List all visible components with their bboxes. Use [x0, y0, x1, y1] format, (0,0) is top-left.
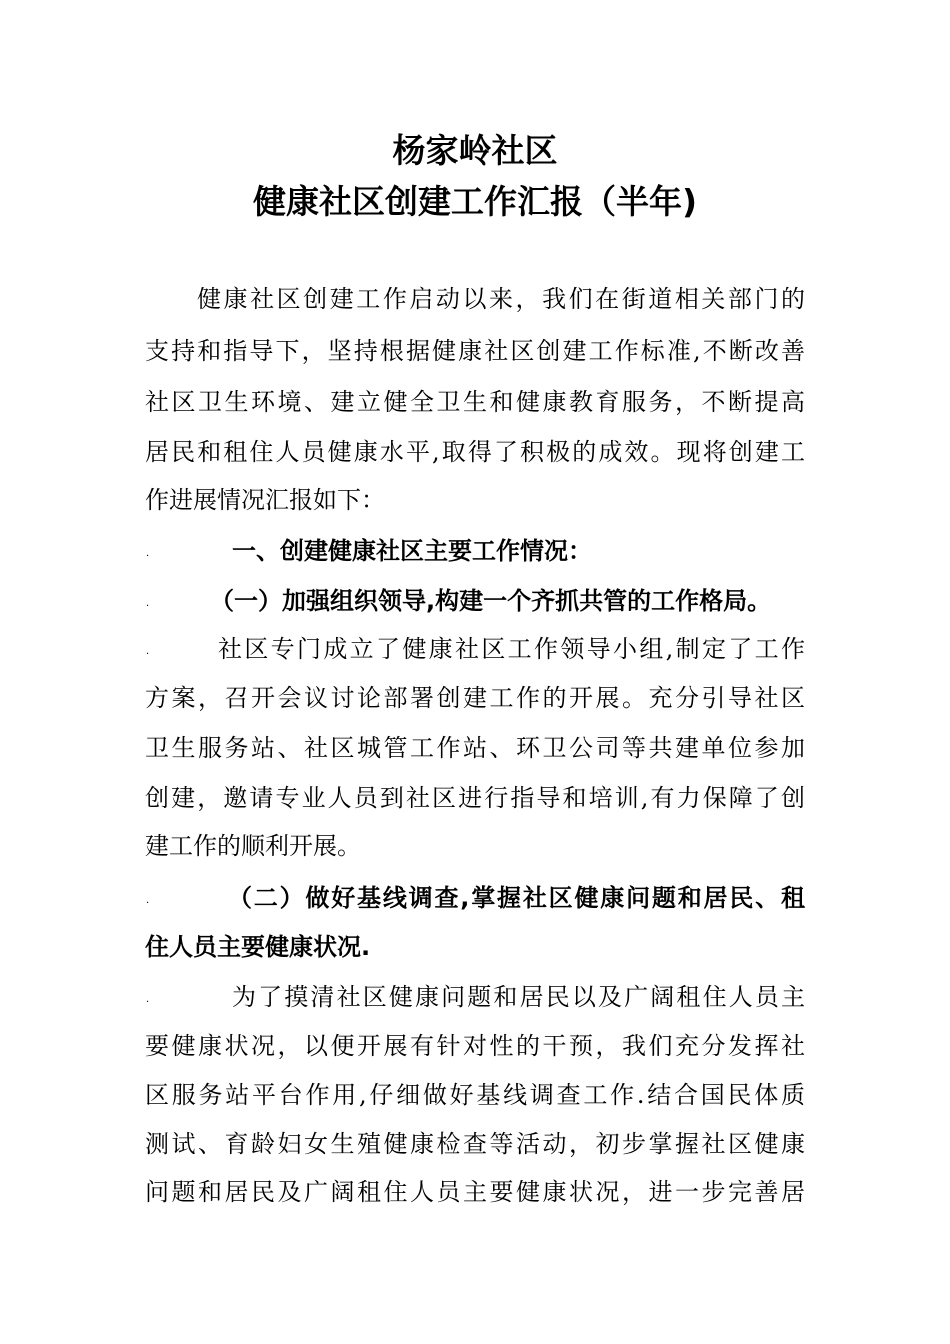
intro-line: 社区卫生环境、建立健全卫生和健康教育服务，不断提高 — [145, 388, 805, 416]
paragraph-marker: · — [146, 551, 150, 562]
intro-line: 支持和指导下，坚持根据健康社区创建工作标准,不断改善 — [145, 337, 805, 365]
body-line: 问题和居民及广阔租住人员主要健康状况，进一步完善居 — [145, 1178, 805, 1206]
subsection-heading: 住人员主要健康状况. — [145, 933, 371, 961]
subsection-heading: （一）加强组织领导,构建一个齐抓共管的工作格局。 — [210, 587, 772, 615]
intro-line: 作进展情况汇报如下： — [145, 486, 385, 514]
document-subtitle: 健康社区创建工作汇报（半年) — [252, 182, 698, 221]
paragraph-marker: · — [146, 601, 150, 612]
body-line: 为了摸清社区健康问题和居民以及广阔租住人员主 — [232, 983, 805, 1011]
paragraph-marker: · — [146, 649, 150, 660]
paragraph-marker: · — [146, 997, 150, 1008]
body-line: 建工作的顺利开展。 — [145, 832, 361, 860]
document-title: 杨家岭社区 — [392, 131, 558, 170]
body-line: 要健康状况，以便开展有针对性的干预，我们充分发挥社 — [145, 1032, 805, 1060]
section-heading: 一、创建健康社区主要工作情况： — [232, 537, 592, 565]
intro-line: 健康社区创建工作启动以来，我们在街道相关部门的 — [197, 285, 805, 313]
body-line: 卫生服务站、社区城管工作站、环卫公司等共建单位参加 — [145, 734, 805, 762]
paragraph-marker: · — [146, 898, 150, 909]
body-line: 创建，邀请专业人员到社区进行指导和培训,有力保障了创 — [145, 784, 805, 812]
subsection-heading: （二）做好基线调查,掌握社区健康问题和居民、租 — [228, 884, 805, 912]
body-line: 区服务站平台作用,仔细做好基线调查工作.结合国民体质 — [145, 1081, 805, 1109]
intro-line: 居民和租住人员健康水平,取得了积极的成效。现将创建工 — [145, 438, 805, 466]
body-line: 方案，召开会议讨论部署创建工作的开展。充分引导社区 — [145, 684, 805, 712]
body-line: 社区专门成立了健康社区工作领导小组,制定了工作 — [218, 635, 805, 663]
body-line: 测试、育龄妇女生殖健康检查等活动，初步掌握社区健康 — [145, 1130, 805, 1158]
